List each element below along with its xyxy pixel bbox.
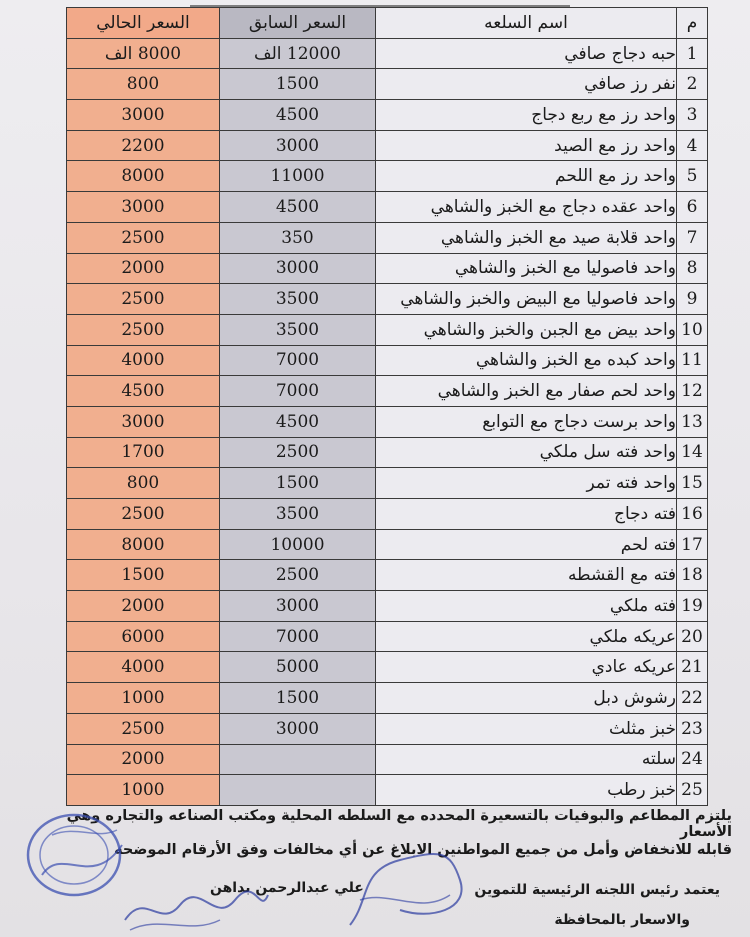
table-row <box>67 345 708 376</box>
table-row <box>67 529 708 560</box>
table-row <box>67 468 708 499</box>
row-number: 23 <box>677 713 708 744</box>
row-current-price: 2000 <box>67 253 220 284</box>
row-current-price: 6000 <box>67 621 220 652</box>
row-previous-price: 350 <box>220 222 376 253</box>
table-row <box>67 192 708 223</box>
row-item-name: واحد فاصوليا مع الخبز والشاهي <box>376 253 677 284</box>
row-previous-price: 11000 <box>220 161 376 192</box>
row-number: 18 <box>677 560 708 591</box>
row-previous-price: 4500 <box>220 100 376 131</box>
row-current-price: 8000 <box>67 529 220 560</box>
table-row <box>67 499 708 530</box>
row-number: 14 <box>677 437 708 468</box>
row-current-price: 3000 <box>67 192 220 223</box>
row-previous-price: 3000 <box>220 253 376 284</box>
table-row <box>67 652 708 683</box>
row-number: 1 <box>677 38 708 69</box>
row-previous-price: 3000 <box>220 130 376 161</box>
row-number: 8 <box>677 253 708 284</box>
row-current-price: 1500 <box>67 560 220 591</box>
table-row <box>67 775 708 806</box>
row-previous-price: 3500 <box>220 284 376 315</box>
row-item-name: واحد فاصوليا مع البيض والخبز والشاهي <box>376 284 677 315</box>
row-current-price: 1700 <box>67 437 220 468</box>
row-number: 24 <box>677 744 708 775</box>
row-current-price: 4000 <box>67 345 220 376</box>
row-item-name: عريكه ملكي <box>376 621 677 652</box>
row-current-price: 8000 الف <box>67 38 220 69</box>
table-row <box>67 222 708 253</box>
row-previous-price <box>220 775 376 806</box>
row-previous-price: 3000 <box>220 713 376 744</box>
row-current-price: 3000 <box>67 100 220 131</box>
row-current-price: 2500 <box>67 713 220 744</box>
row-number: 6 <box>677 192 708 223</box>
row-current-price: 8000 <box>67 161 220 192</box>
row-item-name: واحد برست دجاج مع التوابع <box>376 406 677 437</box>
row-number: 21 <box>677 652 708 683</box>
table-row <box>67 591 708 622</box>
row-number: 20 <box>677 621 708 652</box>
table-row <box>67 130 708 161</box>
row-item-name: خبز مثلث <box>376 713 677 744</box>
approval-line-2: والاسعار بالمحافظة <box>554 912 690 928</box>
row-number: 12 <box>677 376 708 407</box>
row-number: 25 <box>677 775 708 806</box>
note-line-1: يلتزم المطاعم والبوفيات بالتسعيرة المحدده مع السلطه المحلية ومكتب الصناعه والتجاره وهي الأسعار <box>66 808 732 840</box>
row-item-name: واحد رز مع اللحم <box>376 161 677 192</box>
row-number: 2 <box>677 69 708 100</box>
row-previous-price: 3500 <box>220 499 376 530</box>
row-number: 11 <box>677 345 708 376</box>
row-previous-price: 10000 <box>220 529 376 560</box>
row-current-price: 4000 <box>67 652 220 683</box>
signature-scribble-right-icon <box>340 840 470 935</box>
row-previous-price: 5000 <box>220 652 376 683</box>
row-item-name: فته ملكي <box>376 591 677 622</box>
row-item-name: حبه دجاج صافي <box>376 38 677 69</box>
price-table <box>66 7 708 806</box>
table-row <box>67 376 708 407</box>
row-item-name: فته دجاج <box>376 499 677 530</box>
row-current-price: 2500 <box>67 314 220 345</box>
row-previous-price: 1500 <box>220 683 376 714</box>
row-item-name: خبز رطب <box>376 775 677 806</box>
row-item-name: واحد رز مع ربع دجاج <box>376 100 677 131</box>
table-row <box>67 713 708 744</box>
row-item-name: عريكه عادي <box>376 652 677 683</box>
row-item-name: فته مع القشطه <box>376 560 677 591</box>
row-previous-price: 1500 <box>220 69 376 100</box>
top-underline <box>190 0 570 7</box>
row-number: 19 <box>677 591 708 622</box>
row-item-name: سلته <box>376 744 677 775</box>
row-number: 16 <box>677 499 708 530</box>
row-current-price: 2200 <box>67 130 220 161</box>
row-item-name: واحد فته سل ملكي <box>376 437 677 468</box>
table-row <box>67 284 708 315</box>
row-previous-price: 4500 <box>220 406 376 437</box>
row-number: 5 <box>677 161 708 192</box>
row-current-price: 2000 <box>67 591 220 622</box>
row-number: 22 <box>677 683 708 714</box>
table-row <box>67 38 708 69</box>
row-item-name: نفر رز صافي <box>376 69 677 100</box>
row-number: 9 <box>677 284 708 315</box>
table-row <box>67 69 708 100</box>
table-row <box>67 621 708 652</box>
row-current-price: 2500 <box>67 284 220 315</box>
signature-name-left: علي عبدالرحمن بداهن <box>210 880 364 896</box>
row-number: 10 <box>677 314 708 345</box>
row-current-price: 3000 <box>67 406 220 437</box>
row-current-price: 800 <box>67 69 220 100</box>
row-item-name: واحد عقده دجاج مع الخبز والشاهي <box>376 192 677 223</box>
row-item-name: واحد قلابة صيد مع الخبز والشاهي <box>376 222 677 253</box>
row-number: 17 <box>677 529 708 560</box>
row-previous-price: 3000 <box>220 591 376 622</box>
header-number: م <box>677 8 708 39</box>
table-header-row <box>67 8 708 39</box>
row-previous-price: 7000 <box>220 621 376 652</box>
row-current-price: 2500 <box>67 222 220 253</box>
row-current-price: 800 <box>67 468 220 499</box>
row-previous-price: 4500 <box>220 192 376 223</box>
row-current-price: 1000 <box>67 775 220 806</box>
table-row <box>67 314 708 345</box>
row-previous-price: 1500 <box>220 468 376 499</box>
table-row <box>67 161 708 192</box>
row-previous-price: 7000 <box>220 345 376 376</box>
row-previous-price: 2500 <box>220 560 376 591</box>
header-previous-price: السعر السابق <box>220 8 376 39</box>
row-previous-price <box>220 744 376 775</box>
row-item-name: فته لحم <box>376 529 677 560</box>
row-current-price: 1000 <box>67 683 220 714</box>
row-number: 7 <box>677 222 708 253</box>
row-current-price: 4500 <box>67 376 220 407</box>
row-item-name: واحد لحم صفار مع الخبز والشاهي <box>376 376 677 407</box>
row-previous-price: 7000 <box>220 376 376 407</box>
row-item-name: واحد بيض مع الجبن والخبز والشاهي <box>376 314 677 345</box>
note-line-2: قابله للانخفاض وأمل من جميع المواطنين الابلاغ عن أي مخالفات وفق الأرقام الموضحه <box>114 842 732 858</box>
table-row <box>67 100 708 131</box>
row-number: 15 <box>677 468 708 499</box>
table-row <box>67 683 708 714</box>
row-number: 13 <box>677 406 708 437</box>
row-item-name: واحد كبده مع الخبز والشاهي <box>376 345 677 376</box>
table-row <box>67 406 708 437</box>
table-row <box>67 437 708 468</box>
row-current-price: 2500 <box>67 499 220 530</box>
table-row <box>67 560 708 591</box>
table-row <box>67 744 708 775</box>
row-item-name: واحد رز مع الصيد <box>376 130 677 161</box>
row-item-name: واحد فته تمر <box>376 468 677 499</box>
row-previous-price: 3500 <box>220 314 376 345</box>
row-number: 3 <box>677 100 708 131</box>
signature-scribble-left-icon <box>120 880 270 935</box>
header-current-price: السعر الحالي <box>67 8 220 39</box>
row-number: 4 <box>677 130 708 161</box>
row-item-name: رشوش دبل <box>376 683 677 714</box>
approval-line-1: يعتمد رئيس اللجنه الرئيسية للتموين <box>474 882 720 898</box>
table-row <box>67 253 708 284</box>
header-item-name: اسم السلعه <box>376 8 677 39</box>
row-previous-price: 2500 <box>220 437 376 468</box>
row-current-price: 2000 <box>67 744 220 775</box>
row-previous-price: 12000 الف <box>220 38 376 69</box>
